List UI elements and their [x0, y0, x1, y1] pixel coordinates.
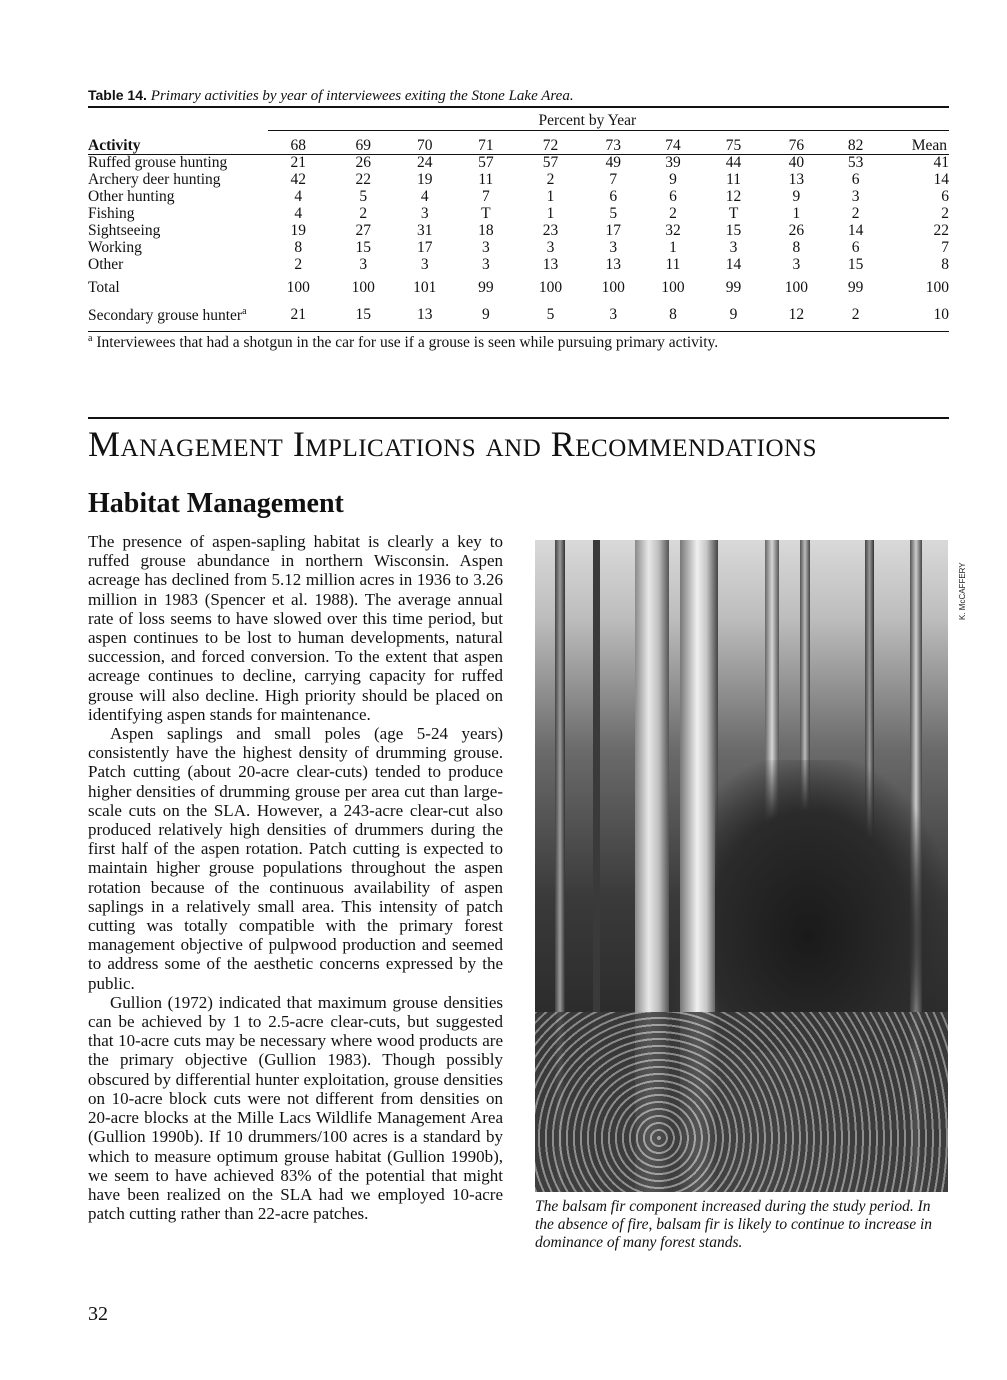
table-cell: 14 [847, 222, 864, 239]
table-cell: 11 [726, 171, 742, 188]
activity-label: Other hunting [88, 188, 175, 205]
mean-header: Mean [911, 137, 947, 154]
table-cell: 27 [355, 222, 372, 239]
table-cell: T [481, 205, 491, 222]
table-cell: 6 [851, 171, 860, 188]
table-cell: 15 [355, 305, 372, 323]
year-header: 69 [355, 137, 372, 154]
table-cell: 7 [609, 171, 618, 188]
activity-header: Activity [88, 137, 141, 154]
table-cell: 11 [478, 171, 494, 188]
table-cell: T [728, 205, 739, 222]
table-cell: 3 [420, 205, 429, 222]
table-cell: 40 [788, 154, 805, 171]
table-cell: 3 [420, 256, 429, 273]
table-cell: 3 [609, 305, 618, 323]
year-header: 71 [478, 137, 494, 154]
table-cell: 24 [417, 154, 433, 171]
section-rule [88, 417, 949, 419]
table-cell: 1 [546, 205, 555, 222]
table-cell: 3 [729, 239, 738, 256]
table-cell: 99 [847, 279, 864, 296]
balsam-fir-understory [715, 760, 948, 1052]
table-row [88, 256, 949, 273]
secondary-label-cell [88, 302, 266, 326]
table-cell: 100 [784, 279, 809, 296]
table-cell: 21 [290, 305, 306, 323]
table-cell: 57 [542, 154, 559, 171]
footnote-marker: a [88, 333, 93, 344]
table-cell: 15 [355, 239, 372, 256]
table-cell: 17 [605, 222, 621, 239]
table-cell: 5 [359, 188, 368, 205]
table-cell: 7 [481, 188, 490, 205]
total-row [88, 273, 949, 302]
table-cell: 53 [847, 154, 864, 171]
mean-cell: 10 [933, 305, 949, 323]
table-cell: 26 [355, 154, 372, 171]
table-cell: 8 [792, 239, 801, 256]
table-cell: 12 [788, 305, 805, 323]
secondary-grouse-hunter-row [88, 302, 949, 326]
table-cell: 99 [725, 279, 742, 296]
table-label: Table 14. [88, 87, 147, 103]
mean-cell: 7 [941, 239, 949, 256]
table-cell: 3 [851, 188, 860, 205]
table-cell: 4 [294, 205, 303, 222]
table-cell: 8 [294, 239, 303, 256]
subsection-title: Habitat Management [88, 488, 344, 519]
table-cell: 49 [605, 154, 621, 171]
footnote-text: Interviewees that had a shotgun in the car for use if a grouse is seen while pursuing primary activity. [96, 334, 719, 352]
table-cell: 14 [725, 256, 742, 273]
table-cell: 23 [542, 222, 559, 239]
paragraph: The presence of aspen-sapling habitat is clearly a key to ruffed grouse abundance in northern Wisconsin. Aspen acreage has declined from 5.12 million acres in 1936 to 3.26 million in 1983 (Spencer et al. 1988). The average annual rate of loss seems to have slowed over this time period, but aspen continues to be lost to human developments, natural succession, and forced conversion. To the extent that aspen acreage continues to decline, carrying capacity for ruffed grouse will also decline. High priority should be placed on identifying aspen stands for maintenance. [88, 532, 503, 724]
table-cell: 31 [417, 222, 433, 239]
table-cell: 5 [609, 205, 618, 222]
table-cell: 6 [669, 188, 677, 205]
table-cell: 5 [546, 305, 555, 323]
table-cell: 19 [290, 222, 306, 239]
table-cell: 44 [725, 154, 742, 171]
table-cell: 9 [669, 171, 677, 188]
paragraph: Aspen saplings and small poles (age 5-24 years) consistently have the highest density of drumming grouse. Patch cutting (about 20-acre clear-cuts) tended to produce higher densities of drumming grouse per area cut than large-scale cuts on the SLA. However, a 243-acre clear-cut also produced relatively high densities of drummers during the first half of the aspen rotation. Patch cutting is expected to maintain higher grouse populations throughout the aspen rotation because of the continuous availability of aspen saplings in a relatively small area. This intensity of patch cutting was totally compatible with the primary forest management objective of pulpwood production and seemed to address some of the aesthetic concerns expressed by the public. [88, 724, 503, 993]
table-cell: 2 [294, 256, 303, 273]
year-header: 73 [605, 137, 621, 154]
table-cell: 100 [661, 279, 685, 296]
table-cell: 3 [481, 256, 490, 273]
mean-cell: 41 [933, 154, 949, 171]
table-row [88, 222, 949, 239]
table-cell: 100 [351, 279, 375, 296]
table-cell: 42 [290, 171, 306, 188]
table-cell: 1 [669, 239, 677, 256]
table-cell: 1 [546, 188, 555, 205]
table-cell: 17 [417, 239, 433, 256]
table-cell: 18 [478, 222, 494, 239]
table-cell: 9 [729, 305, 738, 323]
activity-label: Other [88, 256, 124, 273]
table-row [88, 205, 949, 222]
table-cell: 3 [546, 239, 555, 256]
table-title: Primary activities by year of interviewees exiting the Stone Lake Area. [150, 88, 574, 104]
table-cell: 101 [413, 279, 437, 296]
table-cell: 3 [792, 256, 801, 273]
table-cell: 13 [605, 256, 621, 273]
table-bottom-rule [88, 331, 949, 332]
table-cell: 19 [417, 171, 433, 188]
total-label: Total [88, 279, 120, 296]
table-cell: 13 [788, 171, 805, 188]
section-title: Management Implications and Recommendations [88, 424, 818, 464]
year-header: 74 [665, 137, 681, 154]
table-cell: 39 [665, 154, 681, 171]
activity-label: Working [88, 239, 142, 256]
table-caption [88, 87, 574, 105]
table-cell: 2 [669, 205, 677, 222]
table-cell: 4 [420, 188, 429, 205]
forest-floor [535, 1012, 948, 1192]
secondary-label: Secondary grouse hunter [88, 307, 243, 325]
table-cell: 6 [851, 239, 860, 256]
table-cell: 57 [478, 154, 494, 171]
table-cell: 15 [725, 222, 742, 239]
table-cell: 100 [601, 279, 625, 296]
forest-photo [535, 540, 948, 1192]
year-header: 72 [542, 137, 559, 154]
table-cell: 1 [792, 205, 801, 222]
table-cell: 3 [481, 239, 490, 256]
table-cell: 11 [665, 256, 681, 273]
activity-label: Fishing [88, 205, 135, 222]
table-cell: 12 [725, 188, 742, 205]
table-cell: 9 [481, 305, 490, 323]
table-cell: 100 [286, 279, 310, 296]
year-header: 76 [788, 137, 805, 154]
table-cell: 22 [355, 171, 372, 188]
table-cell: 3 [359, 256, 368, 273]
paragraph: Gullion (1972) indicated that maximum grouse densities can be achieved by 1 to 2.5-acre clear-cuts, but suggested that 10-acre cuts may be necessary where wood products are the primary objective (Gullion 1983). Though possibly obscured by differential hunter exploitation, grouse densities on 10-acre block cuts were not different from densities on 20-acre blocks at the Mille Lacs Wildlife Management Area (Gullion 1990b). If 10 drummers/100 acres is a standard by which to measure optimum grouse habitat (Gullion 1990b), we seem to have achieved 83% of the potential that might have been realized on the SLA had we employed 10-acre patch cutting rather than 22-acre patches. [88, 992, 503, 1224]
activity-table [88, 110, 949, 326]
table-cell: 2 [851, 305, 860, 323]
table-row [88, 239, 949, 256]
mean-cell: 14 [933, 171, 949, 188]
mean-cell: 2 [941, 205, 949, 222]
year-header: 82 [847, 137, 864, 154]
table-cell: 15 [847, 256, 864, 273]
table-cell: 26 [788, 222, 805, 239]
mean-cell: 8 [941, 256, 949, 273]
table-cell: 13 [417, 305, 433, 323]
table-cell: 4 [294, 188, 303, 205]
table-cell: 2 [359, 205, 368, 222]
table-top-rule [88, 106, 949, 108]
table-row [88, 171, 949, 188]
percent-by-year-header: Percent by Year [538, 111, 637, 129]
table-cell: 2 [851, 205, 860, 222]
mean-cell: 100 [925, 279, 949, 296]
column-header-row [88, 130, 949, 154]
table-cell: 32 [665, 222, 681, 239]
activity-label: Archery deer hunting [88, 171, 221, 188]
table-cell: 100 [538, 279, 563, 296]
mean-cell: 6 [941, 188, 949, 205]
photo-caption: The balsam fir component increased during the study period. In the absence of fire, balsam fir is likely to continue to increase in dominance of many forest stands. [535, 1198, 933, 1251]
year-header: 70 [417, 137, 433, 154]
photo-credit: K. McCAFFERY [958, 562, 967, 620]
body-text [88, 532, 503, 1223]
table-cell: 3 [609, 239, 618, 256]
secondary-marker: a [242, 306, 247, 318]
activity-label: Ruffed grouse hunting [88, 154, 228, 171]
year-header: 75 [725, 137, 742, 154]
table-footnote [88, 333, 718, 352]
percent-header-row [88, 110, 949, 130]
table-cell: 8 [669, 305, 677, 323]
table-row [88, 188, 949, 205]
table-cell: 6 [609, 188, 618, 205]
table-cell: 99 [478, 279, 494, 296]
table-cell: 2 [546, 171, 555, 188]
year-header: 68 [290, 137, 306, 154]
activity-label: Sightseeing [88, 222, 161, 239]
table-cell: 21 [290, 154, 306, 171]
table-cell: 9 [792, 188, 801, 205]
table-cell: 13 [542, 256, 559, 273]
page-number: 32 [88, 1303, 108, 1325]
mean-cell: 22 [933, 222, 949, 239]
table-row [88, 154, 949, 171]
